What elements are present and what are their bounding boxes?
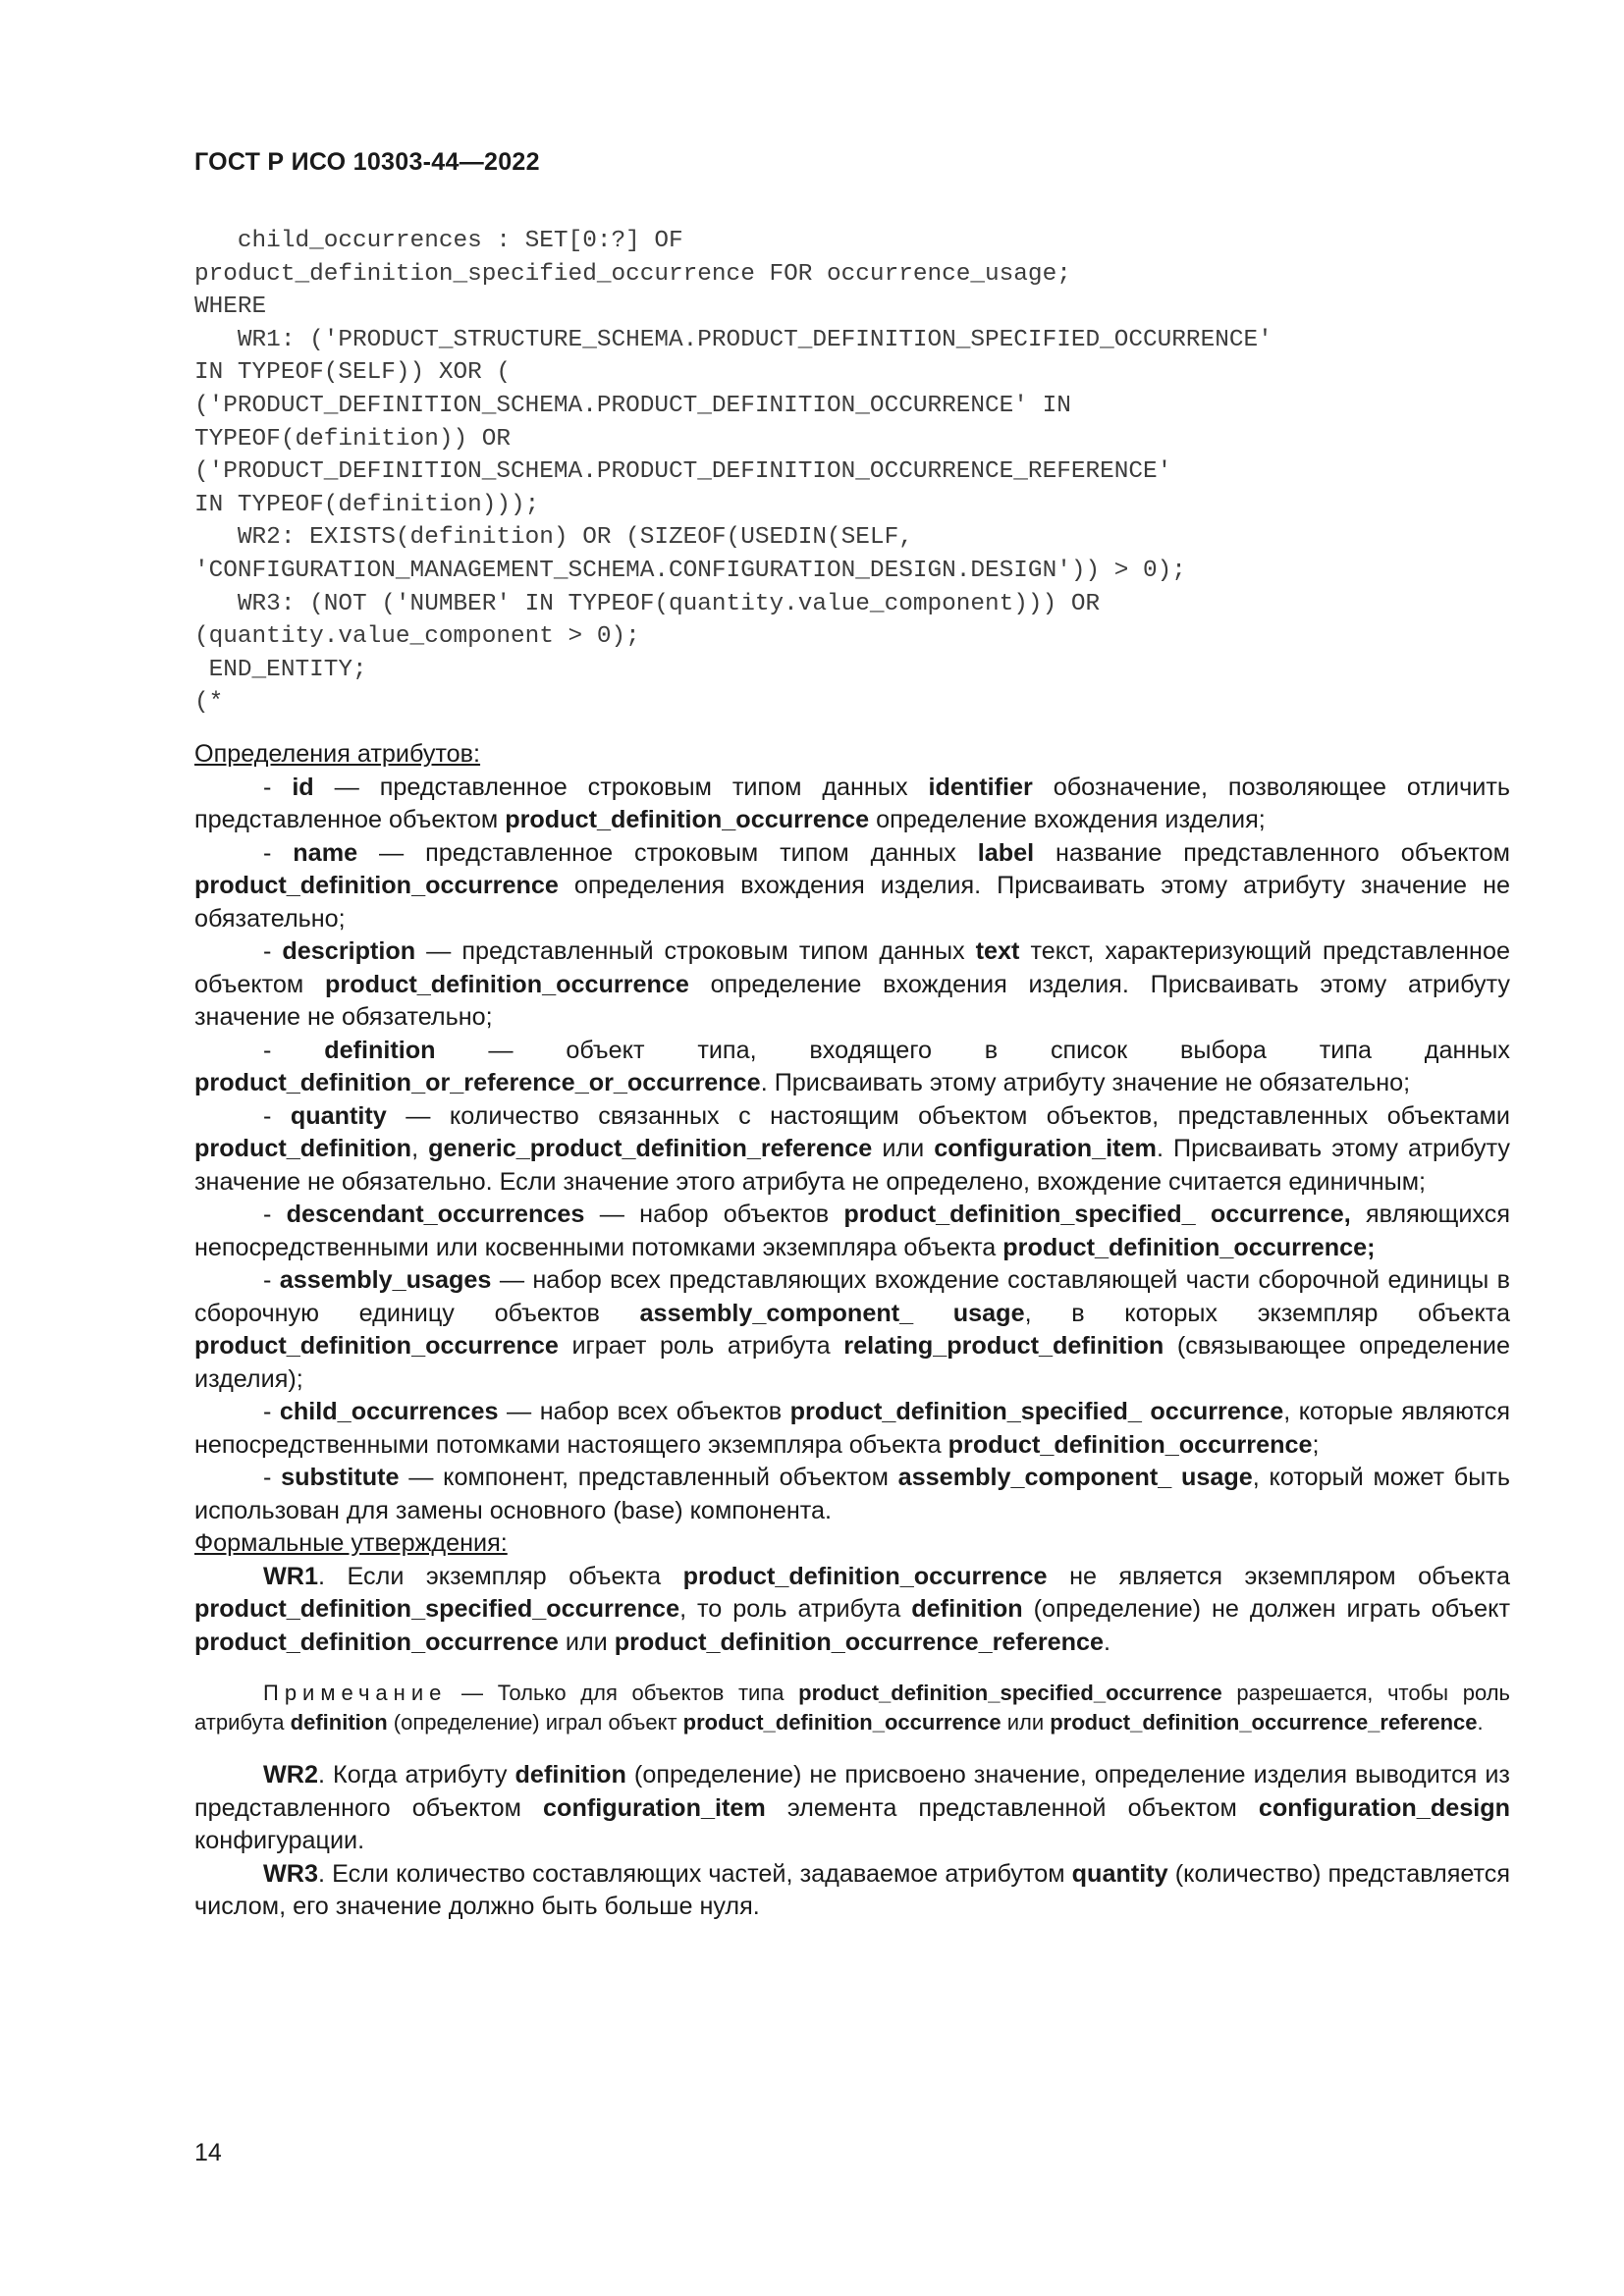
code-line: IN TYPEOF(SELF)) XOR ( [194, 359, 512, 387]
attribute-assembly-usages: - assembly_usages — набор всех представляющих вхождение составляющей части сборочной единицы в сборочную единицу объектов assembly_component_ usage, в которых экземпляр объекта product_definition_occurrence играет роль атрибута relating_product_definition (связывающее определение изделия); [194, 1266, 1511, 1393]
code-line: TYPEOF(definition)) OR [194, 425, 512, 453]
code-line: WR3: (NOT ('NUMBER' IN TYPEOF(quantity.value_component))) OR [194, 590, 1101, 617]
note: Примечание — Только для объектов типа product_definition_specified_occurrence разрешается, чтобы роль атрибута definition (определение) играл объект product_definition_occurrence или product_definition_occurrence_reference. [194, 1681, 1510, 1735]
attribute-substitute: - substitute — компонент, представленный объектом assembly_component_ usage, который может быть использован для замены основного (base) компонента. [194, 1464, 1510, 1524]
code-line: ('PRODUCT_DEFINITION_SCHEMA.PRODUCT_DEFINITION_OCCURRENCE_REFERENCE' [194, 458, 1172, 486]
code-line: WHERE [194, 294, 267, 321]
code-line: IN TYPEOF(definition))); [194, 491, 540, 518]
attribute-quantity: - quantity — количество связанных с настоящим объектом объектов, представленных объектами product_definition, generic_product_definition_reference или configuration_item. Присваивать этому атрибуту значение не обязательно. Если значение этого атрибута не определено, вхождение считается единичным; [194, 1101, 1510, 1196]
rule-wr1: WR1. Если экземпляр объекта product_definition_occurrence не является экземпляром объекта product_definition_specified_occurrence, то роль атрибута definition (определение) не должен играть объект product_definition_occurrence или product_definition_occurrence_reference. [194, 1562, 1510, 1656]
code-line: ('PRODUCT_DEFINITION_SCHEMA.PRODUCT_DEFINITION_OCCURRENCE' IN [194, 392, 1071, 419]
code-line: product_definition_specified_occurrence FOR occurrence_usage; [194, 260, 1071, 288]
attribute-description: - description — представленный строковым типом данных text текст, характеризующий представленное объектом product_definition_occurrence определение вхождения изделия. Присваивать этому атрибуту значение не обязательно; [194, 937, 1510, 1031]
attribute-id: - id — представленное строковым типом данных identifier обозначение, позволяющее отличить представленное объектом product_definition_occurrence определение вхождения изделия; [194, 773, 1510, 833]
attributes-heading: Определения атрибутов: [194, 740, 481, 768]
attribute-child-occurrences: - child_occurrences — набор всех объектов product_definition_specified_ occurrence, которые являются непосредственными потомками настоящего экземпляра объекта product_definition_occurrence; [194, 1398, 1510, 1459]
express-code-block [194, 225, 1471, 720]
attribute-name: - name — представленное строковым типом данных label название представленного объектом product_definition_occurrence определения вхождения изделия. Присваивать этому атрибуту значение не обязательно; [194, 838, 1510, 933]
document-body [194, 738, 1510, 1924]
rule-wr3: WR3. Если количество составляющих частей, задаваемое атрибутом quantity (количество) представляется числом, его значение должно быть больше нуля. [194, 1859, 1510, 1920]
rule-wr2: WR2. Когда атрибуту definition (определение) не присвоено значение, определение изделия выводится из представленного объектом configuration_item элемента представленной объектом configuration_design конфигурации. [194, 1761, 1510, 1854]
standard-header: ГОСТ Р ИСО 10303-44—2022 [194, 148, 540, 176]
formal-propositions-heading: Формальные утверждения: [194, 1529, 508, 1557]
code-line: WR2: EXISTS(definition) OR (SIZEOF(USEDIN(SELF, [194, 524, 913, 552]
attribute-descendant-occurrences: - descendant_occurrences — набор объектов product_definition_specified_ occurrence, являющихся непосредственными или косвенными потомками экземпляра объекта product_definition_occurrence; [194, 1201, 1510, 1261]
code-line: 'CONFIGURATION_MANAGEMENT_SCHEMA.CONFIGURATION_DESIGN.DESIGN')) > 0); [194, 557, 1186, 584]
code-line: END_ENTITY; [194, 656, 367, 683]
code-line: (quantity.value_component > 0); [194, 623, 640, 651]
attribute-definition: - definition — объект типа, входящего в список выбора типа данных product_definition_or_reference_or_occurrence. Присваивать этому атрибуту значение не обязательно; [194, 1036, 1510, 1096]
page-number: 14 [194, 2139, 222, 2166]
code-line: (* [194, 689, 224, 717]
code-line: child_occurrences : SET[0:?] OF [194, 228, 683, 254]
code-line: WR1: ('PRODUCT_STRUCTURE_SCHEMA.PRODUCT_DEFINITION_SPECIFIED_OCCURRENCE' [194, 326, 1272, 353]
